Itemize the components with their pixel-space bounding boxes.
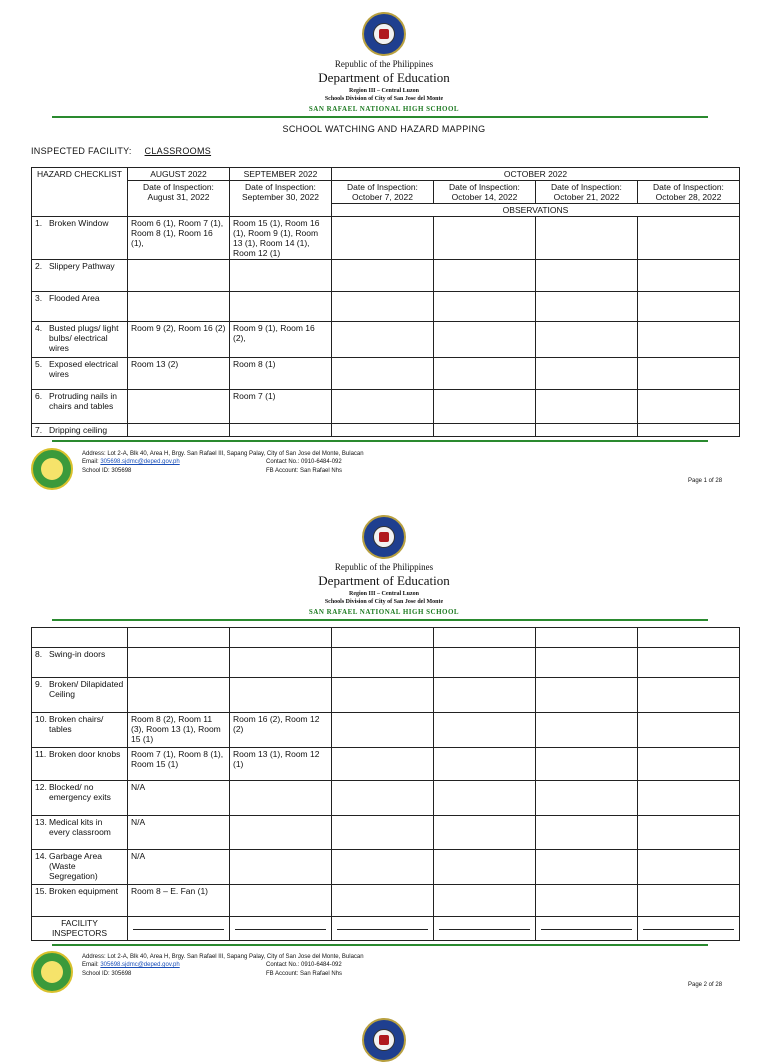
hazard-item — [32, 748, 128, 781]
table-row — [32, 424, 740, 437]
inspection-date: Date of Inspection: October 7, 2022 — [332, 181, 434, 204]
hazard-label: Swing-in doors — [49, 649, 106, 659]
observation-october — [332, 885, 434, 917]
deped-seal-icon — [362, 12, 406, 56]
observation-september — [230, 292, 332, 322]
republic-text: Republic of the Philippines — [334, 59, 434, 69]
observation-october — [434, 648, 536, 678]
footer-fb: FB Account: San Rafael Nhs — [266, 468, 343, 474]
table-row — [32, 781, 740, 816]
hazard-number: 12. — [35, 782, 47, 792]
hazard-number: 4. — [35, 323, 43, 333]
hazard-table-page2 — [31, 627, 740, 941]
observation-october — [332, 781, 434, 816]
observation-august: Room 6 (1), Room 7 (1), Room 8 (1), Room 16 (1), — [128, 217, 230, 260]
observation-october — [332, 322, 434, 358]
page-number: Page 2 of 28 — [688, 982, 723, 988]
hazard-number: 10. — [35, 714, 47, 724]
observation-august: N/A — [128, 816, 230, 850]
hazard-label: Broken door knobs — [49, 749, 121, 759]
observation-september — [230, 648, 332, 678]
observation-august — [128, 678, 230, 713]
facility-value: CLASSROOMS — [144, 146, 212, 156]
observation-october — [332, 424, 434, 437]
observation-september — [230, 781, 332, 816]
email-link[interactable]: 305698.sjdmc@deped.gov.ph — [100, 459, 180, 465]
footer-divider — [52, 440, 708, 442]
department-title: Department of Education — [318, 573, 450, 588]
observation-august — [128, 292, 230, 322]
observations-header: OBSERVATIONS — [332, 204, 740, 217]
hazard-label: Flooded Area — [49, 293, 100, 303]
observation-october — [332, 678, 434, 713]
hazard-label: Exposed electrical wires — [49, 359, 118, 379]
footer-fb: FB Account: San Rafael Nhs — [266, 971, 343, 977]
observation-october — [638, 358, 740, 390]
table-row — [32, 816, 740, 850]
observation-october — [638, 648, 740, 678]
table-row — [32, 260, 740, 292]
footer-school-id: School ID: 305698 — [82, 971, 132, 977]
hazard-table-page1 — [31, 167, 740, 437]
signature-line — [128, 917, 230, 941]
region-text: Region III – Central Luzon — [348, 88, 419, 94]
hazard-label: Medical kits in every classroom — [49, 817, 111, 837]
footer-contact: Contact No.: 0910-6484-092 — [266, 962, 342, 968]
footer-email — [82, 961, 180, 969]
division-text: Schools Division of City of San Jose del Monte — [324, 96, 444, 102]
observation-october — [638, 850, 740, 885]
observation-september: Room 8 (1) — [230, 358, 332, 390]
footer-address: Address: Lot 2-A, Blk 40, Area H, Brgy. San Rafael III, Sapang Palay, City of San Jose del Monte, Bulacan — [82, 954, 364, 960]
observation-october — [638, 713, 740, 748]
hazard-label: Broken Window — [49, 218, 109, 228]
republic-text: Republic of the Philippines — [334, 562, 434, 572]
hazard-item — [32, 850, 128, 885]
observation-october — [434, 322, 536, 358]
hazard-checklist-header: HAZARD CHECKLIST — [32, 168, 128, 217]
hazard-number: 2. — [35, 261, 43, 271]
observation-october — [536, 748, 638, 781]
observation-september — [230, 678, 332, 713]
region-text: Region III – Central Luzon — [348, 591, 419, 597]
observation-october — [638, 748, 740, 781]
observation-october — [332, 713, 434, 748]
observation-august: Room 8 (2), Room 11 (3), Room 13 (1), Room 15 (1) — [128, 713, 230, 748]
observation-october — [332, 648, 434, 678]
header-divider — [52, 619, 708, 621]
observation-september — [230, 424, 332, 437]
hazard-label: Busted plugs/ light bulbs/ electrical wires — [49, 323, 119, 353]
hazard-number: 9. — [35, 679, 43, 689]
observation-october — [536, 648, 638, 678]
school-name: SAN RAFAEL NATIONAL HIGH SCHOOL — [308, 608, 460, 616]
observation-october — [434, 260, 536, 292]
hazard-number: 11. — [35, 749, 47, 759]
observation-september: Room 7 (1) — [230, 390, 332, 424]
observation-august — [128, 390, 230, 424]
observation-october — [536, 390, 638, 424]
observation-october — [434, 292, 536, 322]
observation-october — [638, 217, 740, 260]
observation-october — [536, 678, 638, 713]
month-august: AUGUST 2022 — [128, 168, 230, 181]
observation-september — [230, 885, 332, 917]
table-row — [32, 217, 740, 260]
observation-october — [332, 390, 434, 424]
observation-october — [536, 713, 638, 748]
hazard-label: Broken chairs/ tables — [49, 714, 104, 734]
observation-september — [230, 850, 332, 885]
division-text: Schools Division of City of San Jose del Monte — [324, 599, 444, 605]
hazard-label: Dripping ceiling — [49, 425, 108, 435]
footer-email — [82, 458, 180, 466]
hazard-item — [32, 885, 128, 917]
hazard-item — [32, 713, 128, 748]
hazard-item — [32, 217, 128, 260]
hazard-item — [32, 358, 128, 390]
hazard-number: 15. — [35, 886, 47, 896]
observation-october — [434, 424, 536, 437]
observation-october — [536, 424, 638, 437]
observation-october — [332, 816, 434, 850]
hazard-label: Broken equipment — [49, 886, 118, 896]
email-label: Email: — [82, 962, 99, 968]
hazard-item — [32, 648, 128, 678]
observation-october — [434, 678, 536, 713]
observation-october — [332, 358, 434, 390]
observation-october — [434, 885, 536, 917]
inspected-facility — [31, 146, 211, 156]
hazard-item — [32, 322, 128, 358]
signature-line — [434, 917, 536, 941]
table-row — [32, 648, 740, 678]
email-label: Email: — [82, 459, 99, 465]
observation-october — [332, 292, 434, 322]
table-row — [32, 678, 740, 713]
observation-october — [332, 217, 434, 260]
observation-october — [434, 217, 536, 260]
inspection-date: Date of Inspection: August 31, 2022 — [128, 181, 230, 217]
facility-inspectors-row — [32, 917, 740, 941]
observation-september — [230, 260, 332, 292]
hazard-number: 6. — [35, 391, 43, 401]
observation-august: N/A — [128, 850, 230, 885]
table-row — [32, 850, 740, 885]
observation-august: N/A — [128, 781, 230, 816]
hazard-item — [32, 260, 128, 292]
inspection-date: Date of Inspection: September 30, 2022 — [230, 181, 332, 217]
hazard-number: 3. — [35, 293, 43, 303]
hazard-number: 1. — [35, 218, 43, 228]
observation-october — [638, 322, 740, 358]
hazard-item — [32, 678, 128, 713]
observation-october — [638, 781, 740, 816]
hazard-label: Broken/ Dilapidated Ceiling — [49, 679, 124, 699]
observation-october — [434, 850, 536, 885]
observation-october — [536, 850, 638, 885]
signature-line — [638, 917, 740, 941]
signature-line — [536, 917, 638, 941]
month-september: SEPTEMBER 2022 — [230, 168, 332, 181]
table-row — [32, 390, 740, 424]
observation-october — [434, 358, 536, 390]
observation-august: Room 8 – E. Fan (1) — [128, 885, 230, 917]
table-row — [32, 885, 740, 917]
hazard-label: Slippery Pathway — [49, 261, 115, 271]
school-name: SAN RAFAEL NATIONAL HIGH SCHOOL — [308, 105, 460, 113]
hazard-number: 13. — [35, 817, 47, 827]
school-logo-icon — [31, 951, 73, 993]
observation-september: Room 13 (1), Room 12 (1) — [230, 748, 332, 781]
observation-october — [638, 816, 740, 850]
observation-october — [536, 781, 638, 816]
observation-august — [128, 260, 230, 292]
hazard-item — [32, 390, 128, 424]
hazard-number: 7. — [35, 425, 43, 435]
hazard-label: Blocked/ no emergency exits — [49, 782, 111, 802]
department-title: Department of Education — [318, 70, 450, 85]
observation-october — [638, 292, 740, 322]
school-logo-icon — [31, 448, 73, 490]
observation-october — [434, 816, 536, 850]
hazard-item — [32, 292, 128, 322]
observation-october — [638, 260, 740, 292]
hazard-item — [32, 781, 128, 816]
month-october: OCTOBER 2022 — [332, 168, 740, 181]
observation-october — [434, 781, 536, 816]
observation-october — [638, 424, 740, 437]
observation-august: Room 7 (1), Room 8 (1), Room 15 (1) — [128, 748, 230, 781]
hazard-number: 14. — [35, 851, 47, 861]
observation-october — [638, 678, 740, 713]
table-row — [32, 358, 740, 390]
signature-line — [332, 917, 434, 941]
table-row — [32, 713, 740, 748]
observation-august — [128, 648, 230, 678]
deped-seal-icon — [362, 515, 406, 559]
observation-october — [434, 713, 536, 748]
observation-october — [536, 816, 638, 850]
observation-october — [536, 358, 638, 390]
hazard-item — [32, 816, 128, 850]
observation-august: Room 13 (2) — [128, 358, 230, 390]
inspection-date: Date of Inspection: October 21, 2022 — [536, 181, 638, 204]
observation-september — [230, 816, 332, 850]
table-row — [32, 748, 740, 781]
observation-august: Room 9 (2), Room 16 (2) — [128, 322, 230, 358]
hazard-label: Garbage Area (Waste Segregation) — [49, 851, 102, 881]
footer-divider — [52, 944, 708, 946]
observation-october — [434, 748, 536, 781]
hazard-number: 8. — [35, 649, 43, 659]
hazard-item — [32, 424, 128, 437]
inspection-date: Date of Inspection: October 14, 2022 — [434, 181, 536, 204]
observation-october — [332, 748, 434, 781]
observation-september: Room 16 (2), Room 12 (2) — [230, 713, 332, 748]
hazard-number: 5. — [35, 359, 43, 369]
observation-october — [536, 217, 638, 260]
facility-label: INSPECTED FACILITY: — [31, 146, 132, 156]
deped-seal-icon — [362, 1018, 406, 1062]
observation-september: Room 9 (1), Room 16 (2), — [230, 322, 332, 358]
observation-october — [536, 260, 638, 292]
document-title: SCHOOL WATCHING AND HAZARD MAPPING — [282, 124, 486, 134]
observation-september: Room 15 (1), Room 16 (1), Room 9 (1), Room 13 (1), Room 14 (1), Room 12 (1) — [230, 217, 332, 260]
table-row — [32, 322, 740, 358]
inspection-date: Date of Inspection: October 28, 2022 — [638, 181, 740, 204]
observation-october — [434, 390, 536, 424]
observation-october — [332, 260, 434, 292]
observation-october — [536, 292, 638, 322]
observation-october — [638, 885, 740, 917]
observation-october — [332, 850, 434, 885]
header-divider — [52, 116, 708, 118]
observation-october — [536, 885, 638, 917]
page-number: Page 1 of 28 — [688, 478, 723, 484]
footer-contact: Contact No.: 0910-6484-092 — [266, 459, 342, 465]
table-row — [32, 292, 740, 322]
footer-school-id: School ID: 305698 — [82, 468, 132, 474]
signature-line — [230, 917, 332, 941]
observation-october — [638, 390, 740, 424]
facility-inspectors-label: FACILITY INSPECTORS — [32, 917, 128, 941]
observation-october — [536, 322, 638, 358]
hazard-label: Protruding nails in chairs and tables — [49, 391, 118, 411]
email-link[interactable]: 305698.sjdmc@deped.gov.ph — [100, 962, 180, 968]
observation-august — [128, 424, 230, 437]
table-row — [32, 628, 740, 648]
footer-address: Address: Lot 2-A, Blk 40, Area H, Brgy. San Rafael III, Sapang Palay, City of San Jose del Monte, Bulacan — [82, 451, 364, 457]
